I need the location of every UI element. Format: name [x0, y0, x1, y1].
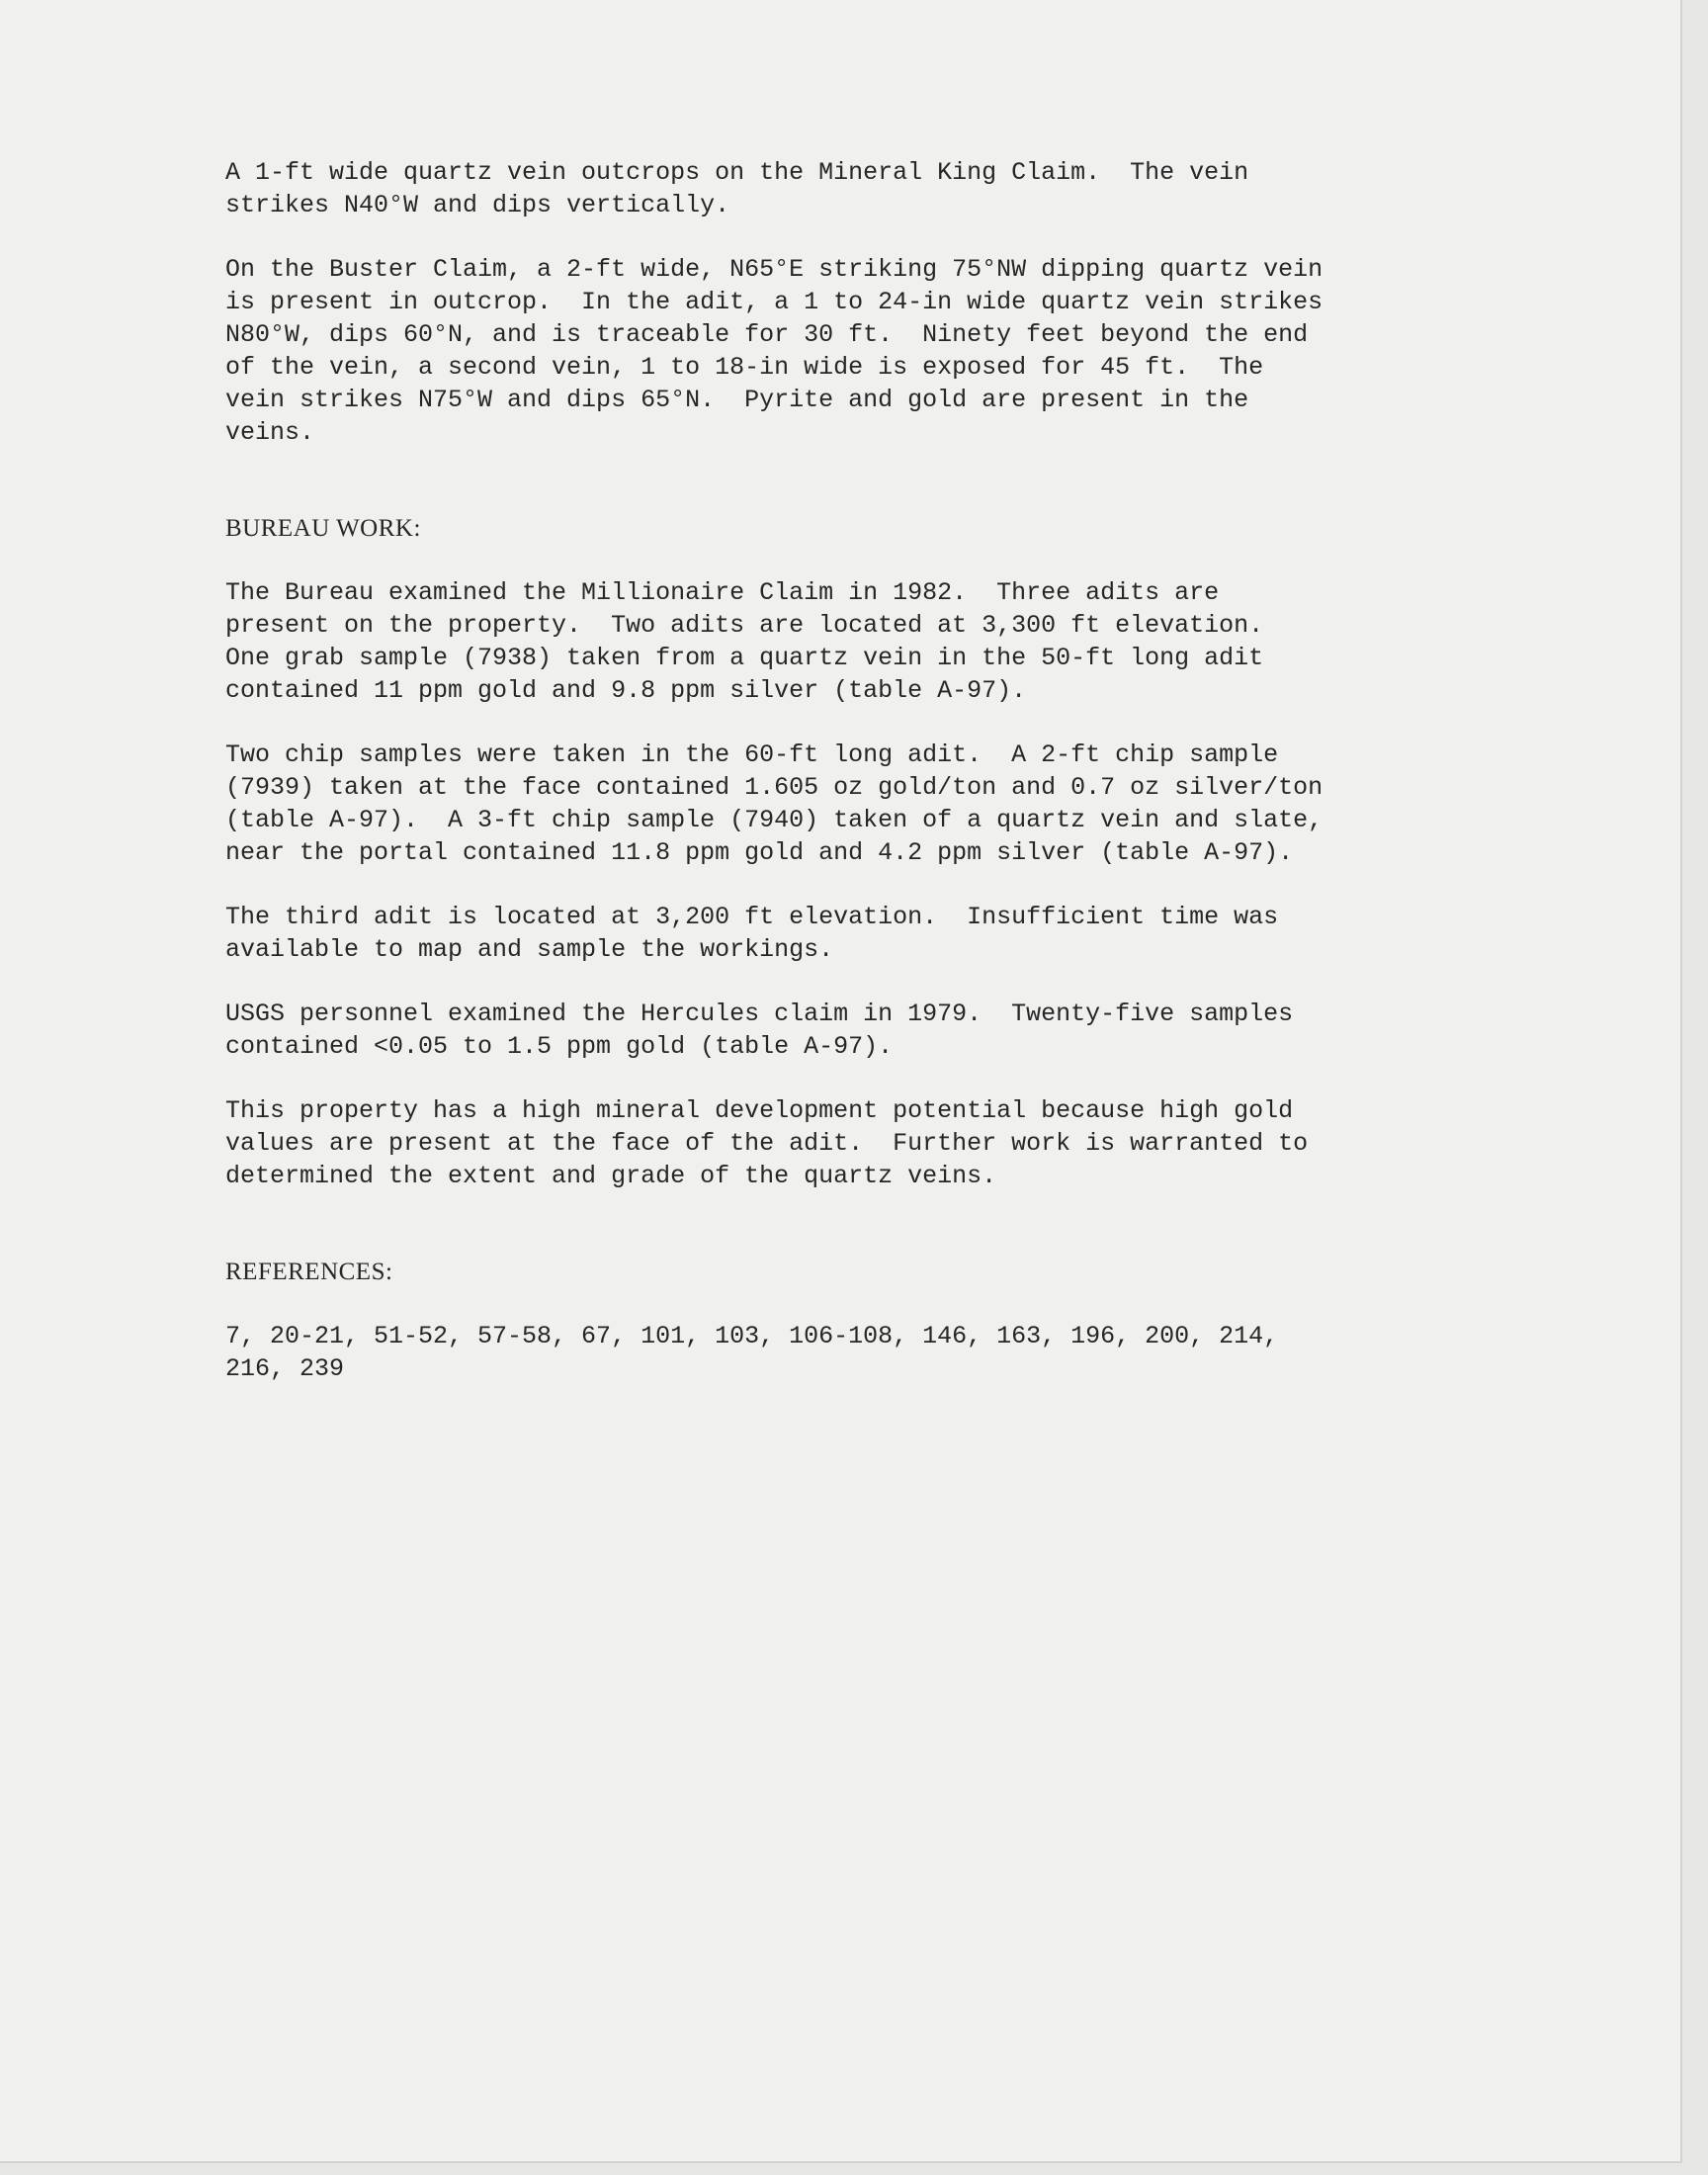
paragraph-mineral-king: A 1-ft wide quartz vein outcrops on the Mineral King Claim. The vein strikes N40°W and dips vertically. [225, 158, 1249, 219]
paragraph-usgs-hercules: USGS personnel examined the Hercules claim in 1979. Twenty-five samples contained <0.05 to 1.5 ppm gold (table A-97). [225, 1000, 1294, 1061]
paragraph-buster-claim: On the Buster Claim, a 2-ft wide, N65°E striking 75°NW dipping quartz vein is present in outcrop. In the adit, a 1 to 24-in wide quartz vein strikes N80°W, dips 60°N, and is traceable for 30 ft. Ninety feet beyond the end of the vein, a second vein, 1 to 18-in wide is exposed for 45 ft. The vein strikes N75°W and dips 65°N. Pyrite and gold are present in the veins. [225, 255, 1324, 447]
references-list: 7, 20-21, 51-52, 57-58, 67, 101, 103, 106-108, 146, 163, 196, 200, 214, 216, 239 [225, 1322, 1279, 1383]
bureau-work-heading: BUREAU WORK: [225, 515, 421, 542]
document-body [225, 156, 1510, 1385]
paragraph-third-adit: The third adit is located at 3,200 ft elevation. Insufficient time was available to map and sample the workings. [225, 903, 1279, 964]
paragraph-development-potential: This property has a high mineral development potential because high gold values are present at the face of the adit. Further work is warranted to determined the extent and grade of the quartz veins. [225, 1096, 1309, 1190]
paragraph-millionaire-claim: The Bureau examined the Millionaire Claim in 1982. Three adits are present on the property. Two adits are located at 3,300 ft elevation. One grab sample (7938) taken from a quartz vein in the 50-ft long adit contained 11 ppm gold and 9.8 ppm silver (table A-97). [225, 578, 1264, 705]
references-heading: REFERENCES: [225, 1259, 393, 1285]
paragraph-chip-samples: Two chip samples were taken in the 60-ft long adit. A 2-ft chip sample (7939) taken at the face contained 1.605 oz gold/ton and 0.7 oz silver/ton (table A-97). A 3-ft chip sample (7940) taken of a quartz vein and slate, near the portal contained 11.8 ppm gold and 4.2 ppm silver (table A-97). [225, 740, 1324, 867]
